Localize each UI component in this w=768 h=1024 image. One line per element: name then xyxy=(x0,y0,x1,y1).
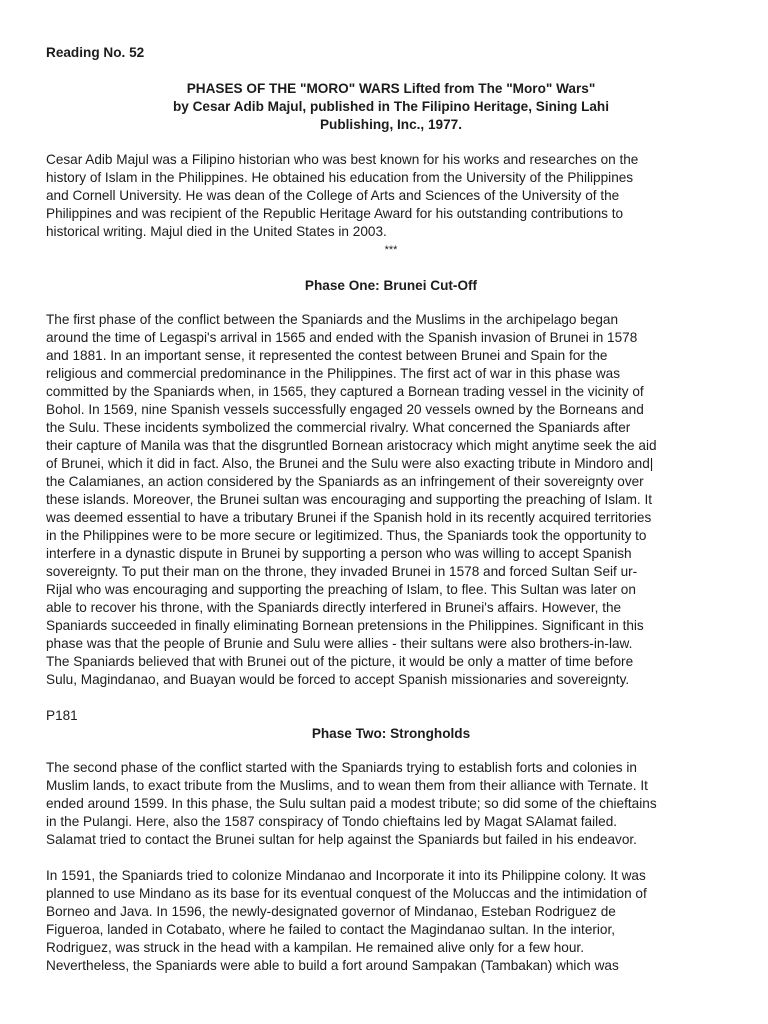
paragraph-line: ended around 1599. In this phase, the Sulu sultan paid a modest tribute; so did some of the chieftains xyxy=(46,796,657,811)
paragraph-line: Bohol. In 1569, nine Spanish vessels successfully engaged 20 vessels owned by the Borneans and xyxy=(46,402,644,417)
paragraph-line: in the Pulangi. Here, also the 1587 conspiracy of Tondo chieftains led by Magat SAlamat failed. xyxy=(46,814,618,829)
paragraph-line: of Brunei, which it did in fact. Also, the Brunei and the Sulu were also exacting tribute in Mindoro and| xyxy=(46,456,654,471)
paragraph-line: in the Philippines were to be more secure or legitimized. Thus, the Spaniards took the opportunity to xyxy=(46,528,647,543)
title-line: PHASES OF THE "MORO" WARS Lifted from The "Moro" Wars" xyxy=(186,81,596,96)
page-marker: P181 xyxy=(46,708,78,723)
paragraph-line: Rijal who was encouraging and supporting the preaching of Islam, to flee. This Sultan was later on xyxy=(46,582,636,597)
phase-one-paragraph xyxy=(46,311,736,689)
paragraph-line: their capture of Manila was that the disgruntled Bornean aristocracy which might anytime seek the aid xyxy=(46,438,657,453)
paragraph-line: sovereignty. To put their man on the throne, they invaded Brunei in 1578 and forced Sultan Seif ur- xyxy=(46,564,638,579)
paragraph-line: Spaniards succeeded in finally eliminating Bornean pretensions in the Philippines. Significant in this xyxy=(46,618,644,633)
intro-line: and Cornell University. He was dean of the College of Arts and Sciences of the University of the xyxy=(46,188,620,203)
paragraph-line: the Calamianes, an action considered by the Spaniards as an infringement of their sovereignty over xyxy=(46,474,644,489)
intro-line: history of Islam in the Philippines. He obtained his education from the University of the Philippines xyxy=(46,170,634,185)
paragraph-line: The second phase of the conflict started with the Spaniards trying to establish forts and colonies in xyxy=(46,760,637,775)
paragraph-line: planned to use Mindano as its base for its eventual conquest of the Moluccas and the intimidation of xyxy=(46,886,647,901)
title-line: Publishing, Inc., 1977. xyxy=(319,117,463,132)
paragraph-line: and 1881. In an important sense, it represented the contest between Brunei and Spain for the xyxy=(46,348,608,363)
paragraph-line: The Spaniards believed that with Brunei out of the picture, it would be only a matter of time before xyxy=(46,654,634,669)
document-page xyxy=(46,44,736,975)
author-intro xyxy=(46,151,736,241)
paragraph-line: able to recover his throne, with the Spaniards directly interfered in Brunei's affairs. However, the xyxy=(46,600,622,615)
paragraph-line: In 1591, the Spaniards tried to colonize Mindanao and Incorporate it into its Philippine colony. It was xyxy=(46,868,646,883)
paragraph-line: Nevertheless, the Spaniards were able to build a fort around Sampakan (Tambakan) which was xyxy=(46,958,619,973)
paragraph-line: Muslim lands, to exact tribute from the Muslims, and to wean them from their alliance with Ternate. It xyxy=(46,778,648,793)
paragraph-line: The first phase of the conflict between the Spaniards and the Muslims in the archipelago began xyxy=(46,312,619,327)
phase-two-paragraph-2 xyxy=(46,867,736,975)
title-line: by Cesar Adib Majul, published in The Filipino Heritage, Sining Lahi xyxy=(172,99,610,114)
paragraph-line: phase was that the people of Brunie and Sulu were allies - their sultans were also brothers-in-law. xyxy=(46,636,633,651)
paragraph-line: Salamat tried to contact the Brunei sultan for help against the Spaniards but failed in his endeavor. xyxy=(46,832,637,847)
phase-one-heading: Phase One: Brunei Cut-Off xyxy=(304,278,478,293)
paragraph-line: the Sulu. These incidents symbolized the commercial rivalry. What concerned the Spaniards after xyxy=(46,420,631,435)
paragraph-line: committed by the Spaniards when, in 1565, they captured a Bornean trading vessel in the vicinity of xyxy=(46,384,644,399)
section-separator: *** xyxy=(384,244,398,256)
paragraph-line: was deemed essential to have a tributary Brunei if the Spanish hold in its recently acquired territories xyxy=(46,510,652,525)
paragraph-line: interfere in a dynastic dispute in Brunei by supporting a person who was willing to accept Spanish xyxy=(46,546,632,561)
intro-line: Philippines and was recipient of the Republic Heritage Award for his outstanding contributions to xyxy=(46,206,624,221)
reading-number: Reading No. 52 xyxy=(46,45,145,60)
paragraph-line: Figueroa, landed in Cotabato, where he failed to contact the Magindanao sultan. In the interior, xyxy=(46,922,616,937)
phase-two-paragraph-1 xyxy=(46,759,736,849)
paragraph-line: Sulu, Magindanao, and Buayan would be forced to accept Spanish missionaries and sovereignty. xyxy=(46,672,630,687)
paragraph-line: religious and commercial predominance in the Philippines. The first act of war in this phase was xyxy=(46,366,620,381)
intro-line: historical writing. Majul died in the United States in 2003. xyxy=(46,224,387,239)
phase-two-heading: Phase Two: Strongholds xyxy=(311,726,471,741)
intro-line: Cesar Adib Majul was a Filipino historian who was best known for his works and researches on the xyxy=(46,152,639,167)
paragraph-line: these islands. Moreover, the Brunei sultan was encouraging and supporting the preaching of Islam. It xyxy=(46,492,653,507)
paragraph-line: around the time of Legaspi's arrival in 1565 and ended with the Spanish invasion of Brunei in 1578 xyxy=(46,330,638,345)
document-title xyxy=(46,80,736,134)
paragraph-line: Borneo and Java. In 1596, the newly-designated governor of Mindanao, Esteban Rodriguez de xyxy=(46,904,616,919)
paragraph-line: Rodriguez, was struck in the head with a kampilan. He remained alive only for a few hour. xyxy=(46,940,584,955)
